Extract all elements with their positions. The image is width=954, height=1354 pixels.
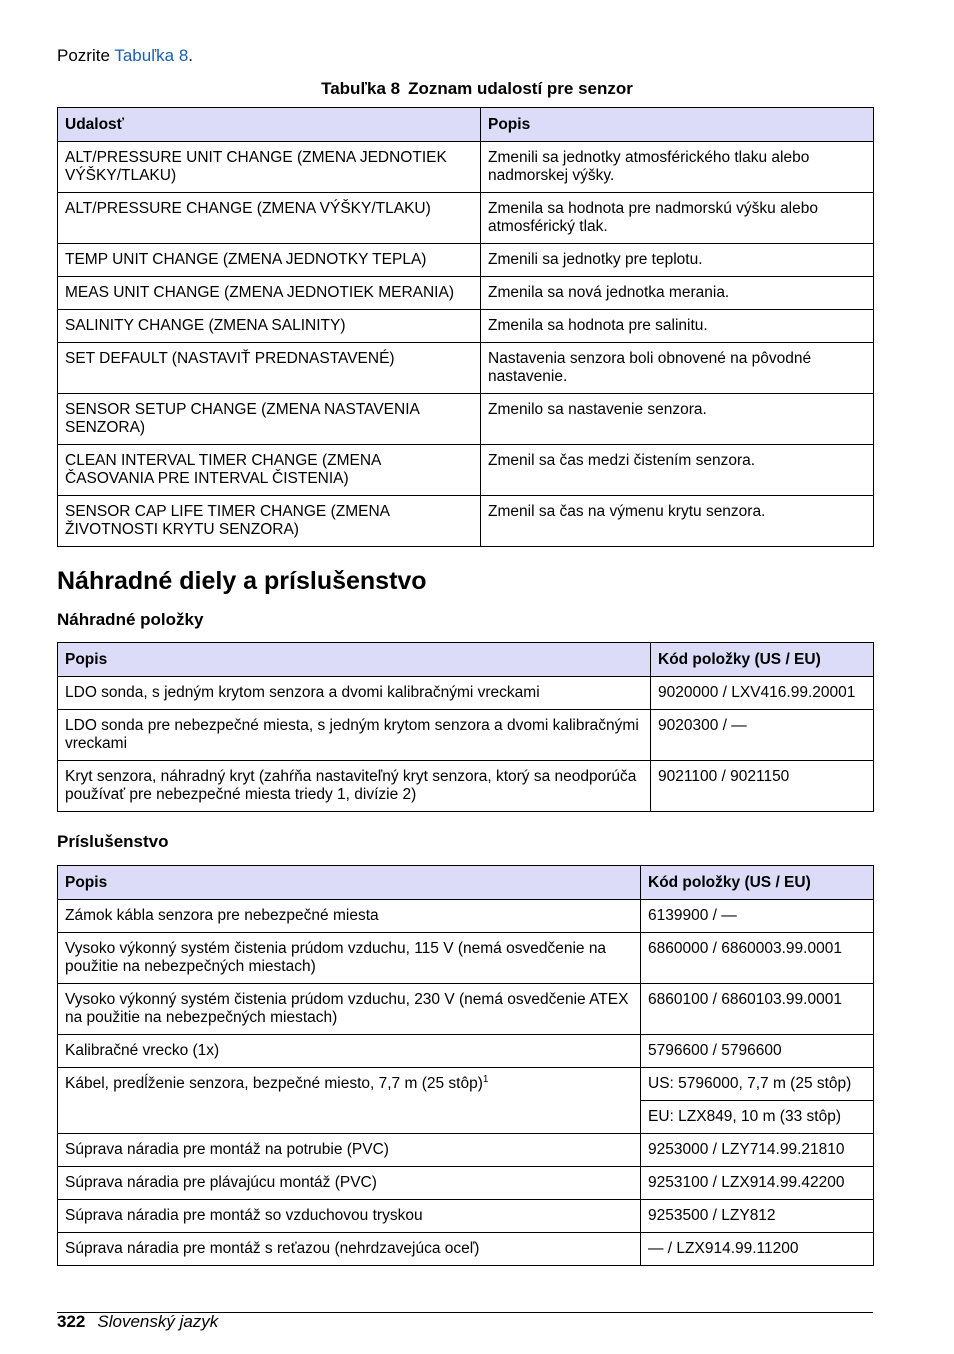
table-row	[58, 1233, 874, 1266]
event-cell: SENSOR SETUP CHANGE (ZMENA NASTAVENIA SENZORA)	[58, 394, 481, 445]
table-row	[58, 394, 874, 445]
event-cell: SALINITY CHANGE (ZMENA SALINITY)	[58, 310, 481, 343]
table-row	[58, 1035, 874, 1068]
description-cell: Zámok kábla senzora pre nebezpečné miesta	[58, 900, 641, 933]
footer-language: Slovenský jazyk	[97, 1312, 219, 1331]
page-number: 322	[57, 1312, 86, 1331]
event-cell: ALT/PRESSURE CHANGE (ZMENA VÝŠKY/TLAKU)	[58, 193, 481, 244]
description-cell: Zmenila sa hodnota pre salinitu.	[481, 310, 874, 343]
item-code-cell: 9020000 / LXV416.99.20001	[651, 677, 874, 710]
table-row	[58, 244, 874, 277]
description-cell: Zmenili sa jednotky atmosférického tlaku alebo nadmorskej výšky.	[481, 142, 874, 193]
item-code-cell: 6860100 / 6860103.99.0001	[641, 984, 874, 1035]
item-code-cell: 9021100 / 9021150	[651, 761, 874, 812]
description-cell: Vysoko výkonný systém čistenia prúdom vzduchu, 230 V (nemá osvedčenie ATEX na použitie na nebezpečných miestach)	[58, 984, 641, 1035]
event-cell: CLEAN INTERVAL TIMER CHANGE (ZMENA ČASOVANIA PRE INTERVAL ČISTENIA)	[58, 445, 481, 496]
table-row	[58, 900, 874, 933]
column-header-description: Popis	[58, 866, 641, 900]
description-cell: Kryt senzora, náhradný kryt (zahŕňa nastaviteľný kryt senzora, ktorý sa neodporúča používať pre nebezpečné miesta triedy 1, divízie 2)	[58, 761, 651, 812]
description-cell: Súprava náradia pre montáž na potrubie (PVC)	[58, 1134, 641, 1167]
table-row	[58, 933, 874, 984]
item-code-cell: 9253500 / LZY812	[641, 1200, 874, 1233]
event-cell: ALT/PRESSURE UNIT CHANGE (ZMENA JEDNOTIEK VÝŠKY/TLAKU)	[58, 142, 481, 193]
spare-parts-table	[57, 642, 874, 812]
description-cell: Zmenilo sa nastavenie senzora.	[481, 394, 874, 445]
table-row	[58, 310, 874, 343]
table-row	[58, 496, 874, 547]
footnote-marker: 1	[482, 1073, 489, 1085]
description-cell: Zmenil sa čas na výmenu krytu senzora.	[481, 496, 874, 547]
table-row	[58, 193, 874, 244]
table-row	[58, 677, 874, 710]
description-cell: Súprava náradia pre plávajúcu montáž (PVC)	[58, 1167, 641, 1200]
item-code-cell: 6139900 / —	[641, 900, 874, 933]
description-cell: Nastavenia senzora boli obnovené na pôvodné nastavenie.	[481, 343, 874, 394]
column-header-item-code: Kód položky (US / EU)	[641, 866, 874, 900]
table-8-link[interactable]: Tabuľka 8	[114, 46, 189, 65]
description-cell: Súprava náradia pre montáž so vzduchovou tryskou	[58, 1200, 641, 1233]
description-cell: Zmenil sa čas medzi čistením senzora.	[481, 445, 874, 496]
item-code-cell: 5796600 / 5796600	[641, 1035, 874, 1068]
table-row	[58, 142, 874, 193]
caption-label: Tabuľka 8	[321, 79, 401, 98]
column-header-item-code: Kód položky (US / EU)	[651, 643, 874, 677]
description-cell: Kalibračné vrecko (1x)	[58, 1035, 641, 1068]
item-code-cell: 9253100 / LZX914.99.42200	[641, 1167, 874, 1200]
table-row	[58, 1200, 874, 1233]
table-8-caption	[0, 79, 954, 99]
column-header-description: Popis	[58, 643, 651, 677]
description-cell: LDO sonda pre nebezpečné miesta, s jedným krytom senzora a dvomi kalibračnými vreckami	[58, 710, 651, 761]
description-cell: Zmenila sa hodnota pre nadmorskú výšku alebo atmosférický tlak.	[481, 193, 874, 244]
table-row	[58, 277, 874, 310]
table-row	[58, 1068, 874, 1101]
description-cell	[58, 1068, 641, 1134]
sensor-events-table	[57, 107, 874, 547]
table-row	[58, 343, 874, 394]
item-code-cell: — / LZX914.99.11200	[641, 1233, 874, 1266]
page-footer	[57, 1312, 218, 1332]
description-cell: Vysoko výkonný systém čistenia prúdom vzduchu, 115 V (nemá osvedčenie na použitie na nebezpečných miestach)	[58, 933, 641, 984]
description-cell: Zmenili sa jednotky pre teplotu.	[481, 244, 874, 277]
column-header-event: Udalosť	[58, 108, 481, 142]
table-row	[58, 984, 874, 1035]
event-cell: TEMP UNIT CHANGE (ZMENA JEDNOTKY TEPLA)	[58, 244, 481, 277]
event-cell: SENSOR CAP LIFE TIMER CHANGE (ZMENA ŽIVOTNOSTI KRYTU SENZORA)	[58, 496, 481, 547]
caption-title: Zoznam udalostí pre senzor	[408, 79, 633, 98]
item-code-cell: 9020300 / —	[651, 710, 874, 761]
description-cell: Súprava náradia pre montáž s reťazou (nehrdzavejúca oceľ)	[58, 1233, 641, 1266]
table-row	[58, 710, 874, 761]
intro-suffix: .	[188, 46, 194, 65]
intro-text	[57, 46, 193, 66]
description-cell: LDO sonda, s jedným krytom senzora a dvomi kalibračnými vreckami	[58, 677, 651, 710]
accessories-heading: Príslušenstvo	[57, 832, 169, 851]
item-code-cell: 6860000 / 6860003.99.0001	[641, 933, 874, 984]
section-title: Náhradné diely a príslušenstvo	[57, 567, 427, 595]
accessories-table	[57, 865, 874, 1266]
item-code-cell: US: 5796000, 7,7 m (25 stôp)	[641, 1068, 874, 1101]
cable-description: Kábel, predĺženie senzora, bezpečné miesto, 7,7 m (25 stôp)	[65, 1075, 483, 1092]
table-row	[58, 1167, 874, 1200]
table-row	[58, 761, 874, 812]
table-row	[58, 1134, 874, 1167]
spare-parts-heading: Náhradné položky	[57, 610, 204, 629]
event-cell: SET DEFAULT (NASTAVIŤ PREDNASTAVENÉ)	[58, 343, 481, 394]
item-code-cell: EU: LZX849, 10 m (33 stôp)	[641, 1101, 874, 1134]
description-cell: Zmenila sa nová jednotka merania.	[481, 277, 874, 310]
intro-prefix: Pozrite	[57, 46, 115, 65]
column-header-description: Popis	[481, 108, 874, 142]
table-row	[58, 445, 874, 496]
item-code-cell: 9253000 / LZY714.99.21810	[641, 1134, 874, 1167]
event-cell: MEAS UNIT CHANGE (ZMENA JEDNOTIEK MERANIA)	[58, 277, 481, 310]
